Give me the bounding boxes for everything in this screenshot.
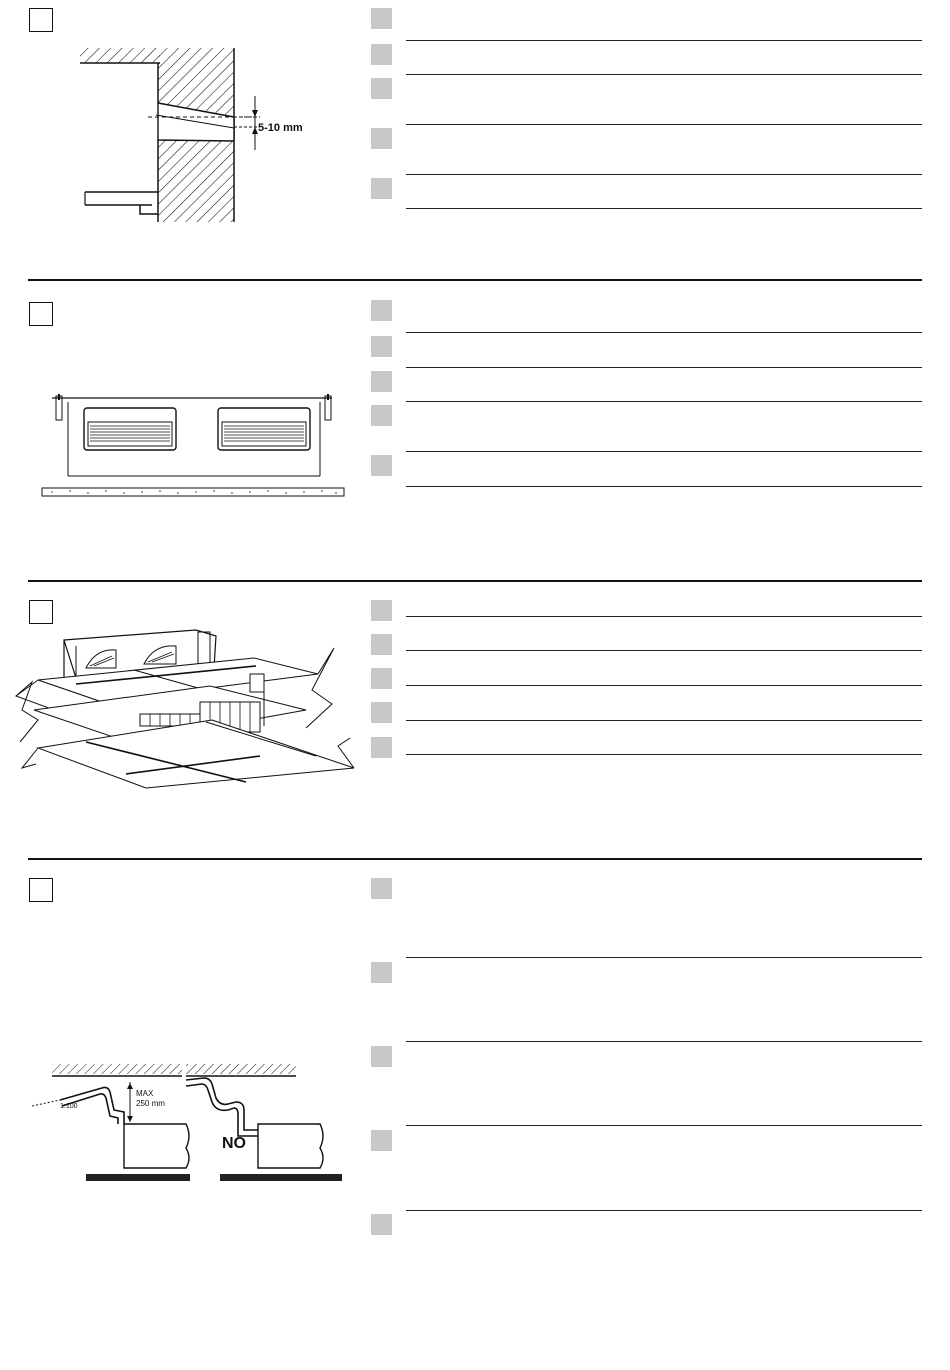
rule-4-4 [406,1210,922,1211]
bullet-3-3 [371,668,392,689]
bullet-3-1 [371,600,392,621]
bullet-2-5 [371,455,392,476]
bullet-1-1 [371,8,392,29]
bullet-2-4 [371,405,392,426]
section-divider-1 [28,279,922,281]
rule-2-5 [406,486,922,487]
rule-2-4 [406,451,922,452]
unit-suspension-figure [0,388,340,508]
bullet-2-1 [371,300,392,321]
bullet-1-5 [371,178,392,199]
bullet-4-1 [371,878,392,899]
rule-3-5 [406,754,922,755]
rule-3-2 [406,650,922,651]
no-label: NO [222,1135,246,1152]
rule-2-1 [406,332,922,333]
rule-2-2 [406,367,922,368]
rule-1-4 [406,174,922,175]
wall-opening-figure [0,0,340,240]
rule-4-3 [406,1125,922,1126]
bullet-4-2 [371,962,392,983]
max-value-label: 250 mm [136,1099,165,1108]
drain-pipe-figure [24,1058,354,1188]
dimension-label: 5-10 mm [258,122,303,134]
rule-1-5 [406,208,922,209]
bullet-3-2 [371,634,392,655]
rule-1-1 [406,40,922,41]
step-number-box-2 [29,302,53,326]
rule-4-2 [406,1041,922,1042]
rule-2-3 [406,401,922,402]
section-divider-3 [28,858,922,860]
rule-3-4 [406,720,922,721]
rule-3-1 [406,616,922,617]
max-label: MAX [136,1089,154,1098]
bullet-1-4 [371,128,392,149]
rule-1-2 [406,74,922,75]
bullet-2-2 [371,336,392,357]
ceiling-panel-figure [16,618,356,798]
bullet-4-3 [371,1046,392,1067]
bullet-4-5 [371,1214,392,1235]
rule-4-1 [406,957,922,958]
bullet-1-3 [371,78,392,99]
section-divider-2 [28,580,922,582]
rule-3-3 [406,685,922,686]
slope-label: 1:100 [60,1103,78,1110]
bullet-3-5 [371,737,392,758]
bullet-1-2 [371,44,392,65]
bullet-4-4 [371,1130,392,1151]
rule-1-3 [406,124,922,125]
bullet-2-3 [371,371,392,392]
step-number-box-4 [29,878,53,902]
bullet-3-4 [371,702,392,723]
